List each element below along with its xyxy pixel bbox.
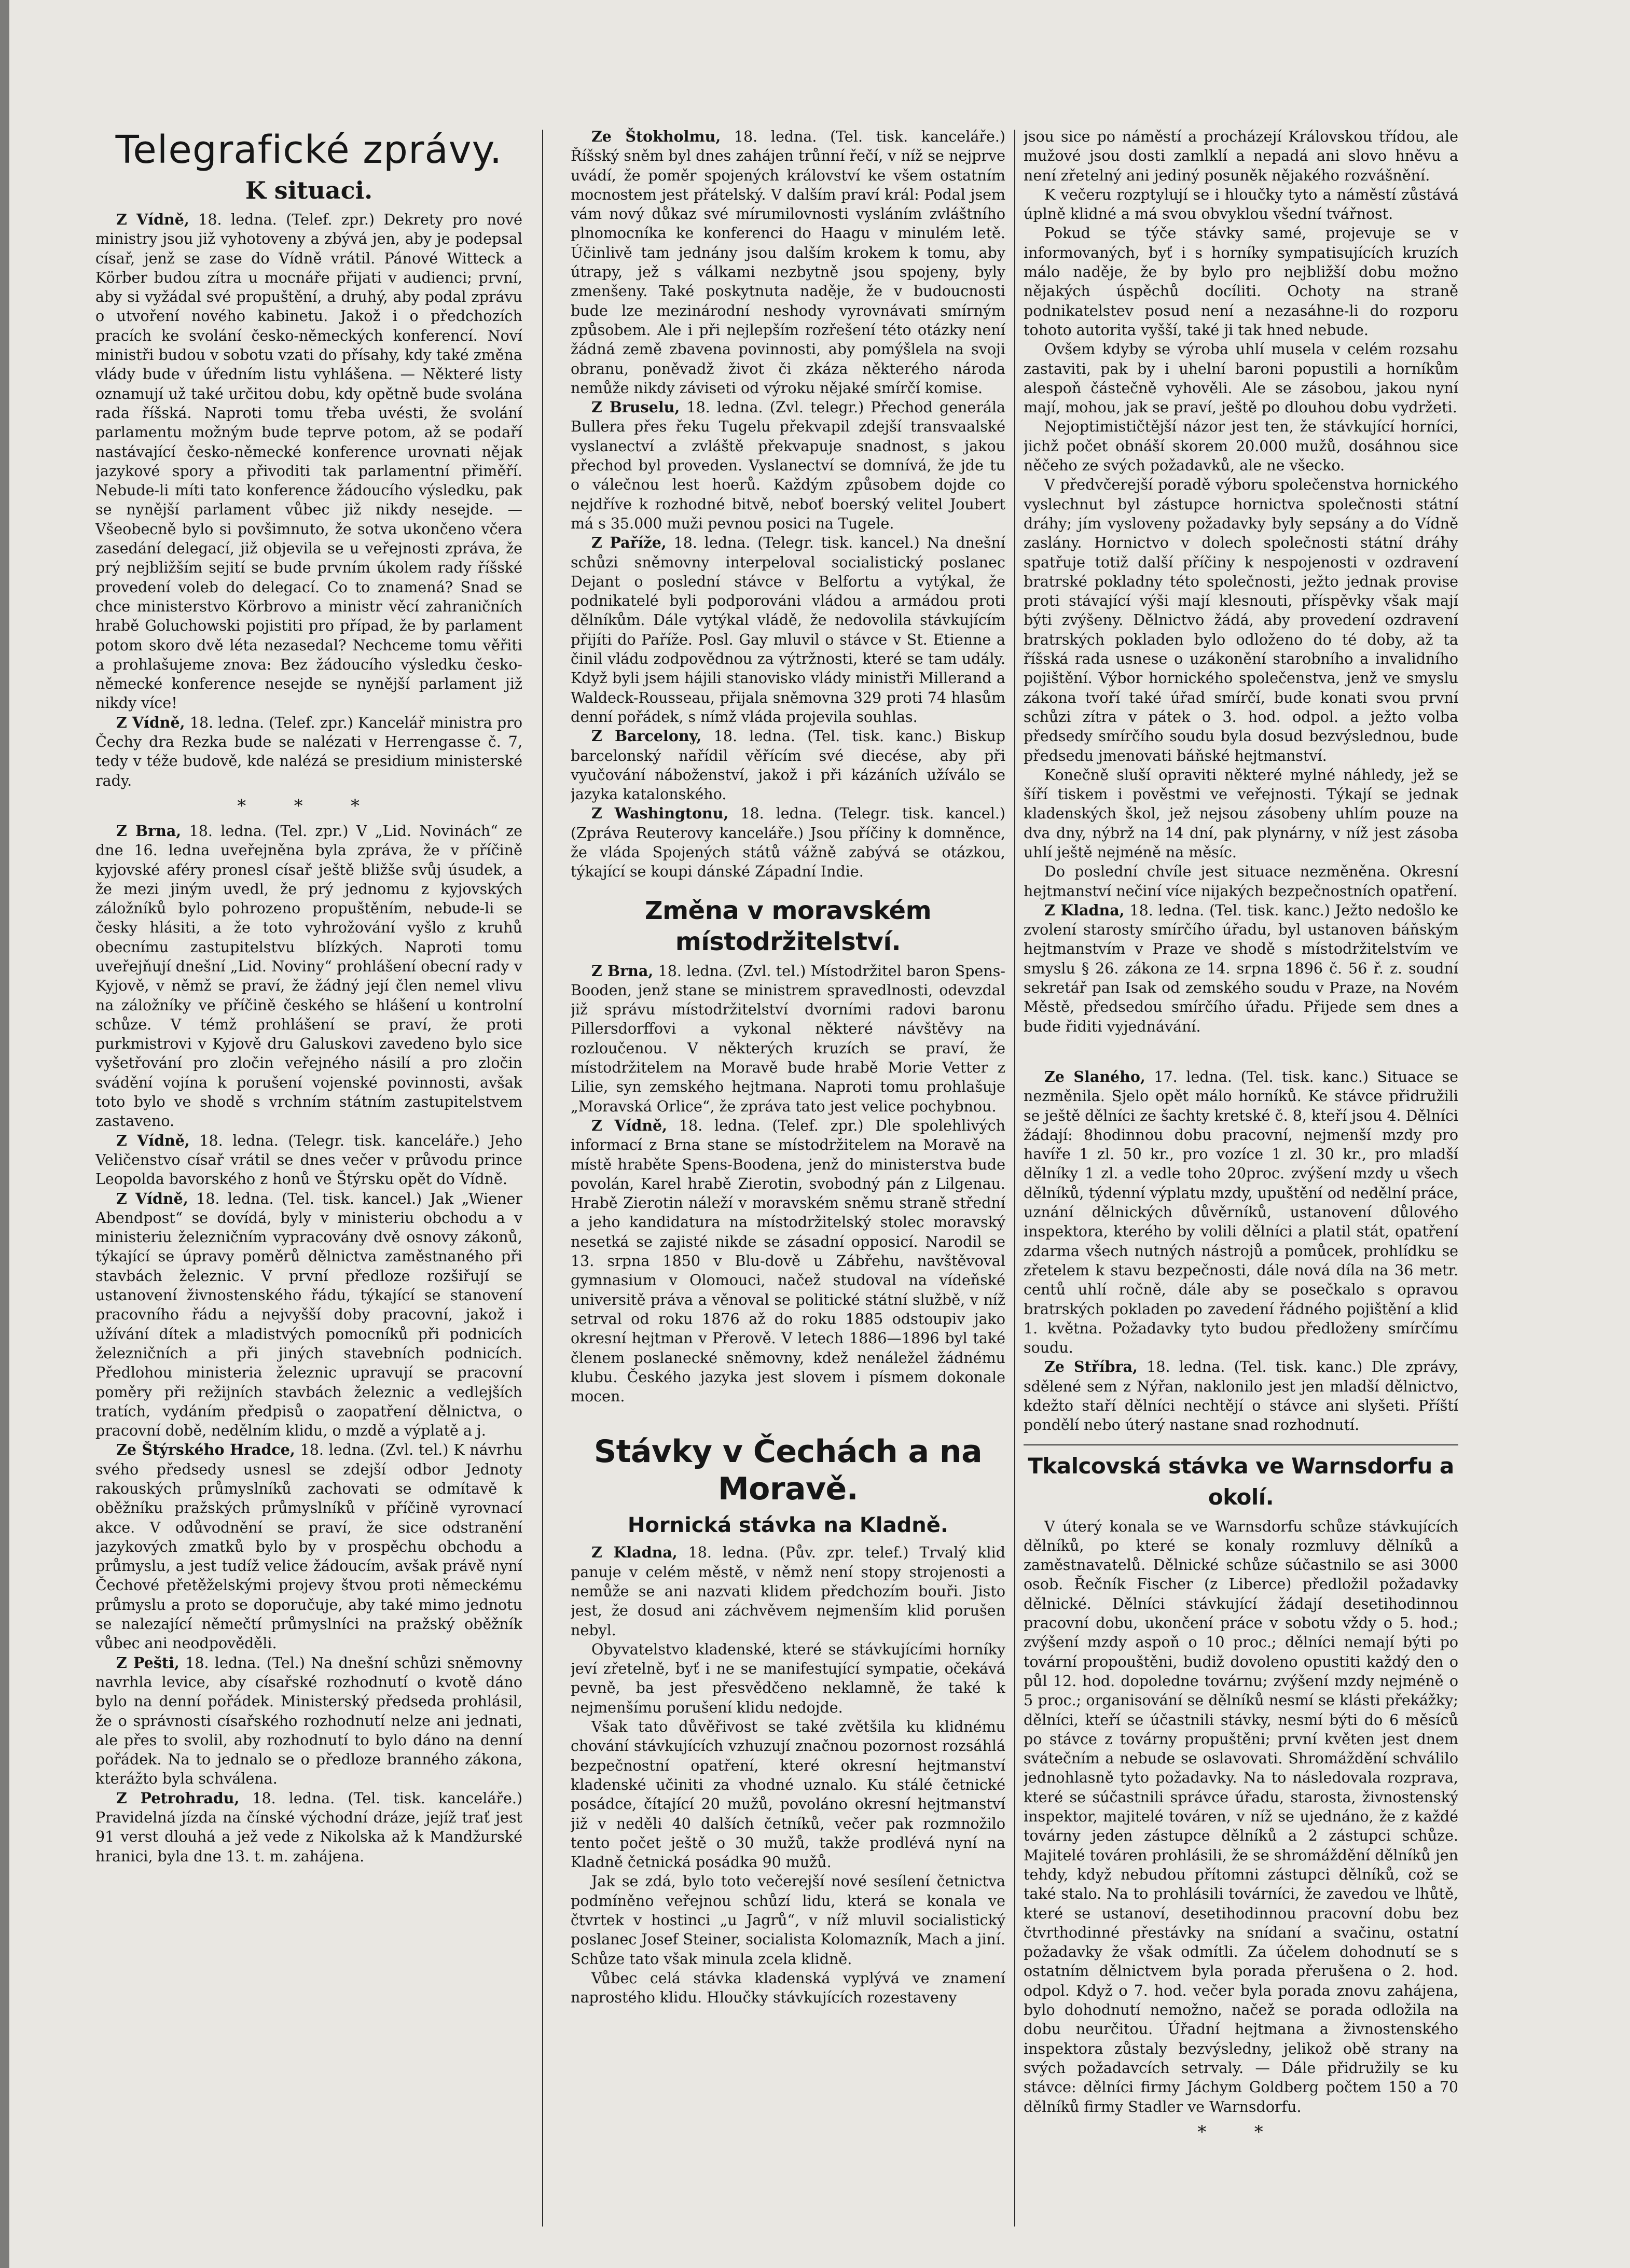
article-paragraph: jsou sice po náměstí a procházejí Královskou třídou, ale mužové jsou dosti zamlklí a nepadá ani slovo hněvu a není zřetelný ani jediný posuněk nějakého rozvášnění. [1024,128,1458,184]
column-rule [542,130,543,2227]
article-paragraph: Konečně sluší opraviti některé mylné náhledy, jež se šíří tiskem i pověstmi ve veřejnosti. Týkají se jednak kladenských škol, jež nejsou zásobeny uhlím pouze na dva dny, nýbrž na 14 dní, pak plynárny, v níž jest zásoba uhlí ještě nejméně na měsíc. [1024,766,1458,861]
article-paragraph: Nejoptimističtější názor jest ten, že stávkující horníci, jichž počet obnáší skorem 20.000 mužů, dosáhnou sice něčeho ze svých požadavků, ale ne všecko. [1024,418,1458,475]
dateline: Ze Slaného, [1044,1067,1145,1086]
column-rule [1014,130,1015,2227]
subheading-kladno: Hornická stávka na Kladně. [627,1513,949,1538]
article-paragraph [95,1189,522,1441]
column-2 [571,127,1005,2232]
article-paragraph [571,398,1005,533]
article-paragraph: Však tato důvěřivost se také zvětšila ku klidnému chování stávkujících vzhuzují značnou pozornost rozsáhlá bezpečnostní opatření, které okresní hejtmanství kladenské učiniti za vhodné uznalo. Ku stálé četnické posádce, čítající 20 mužů, povoláno okresní hejtmanství již v neděli 40 dalších četníků, večer pak rozmnožilo tento počet ještě o 30 mužů, takže prodlévá nyní na Kladně četnická posádka 90 mužů. [571,1718,1005,1871]
article-text: 18. ledna. (Zvl. telegr.) Přechod generála Bullera přes řeku Tugelu překvapil zdejší transvaalské vyslanectví a zvláště překvapuje snadnost, s jakou přechod byl proveden. Vyslanectví se domnívá, že jde tu o válečnou lest hoerů. Každým způsobem dojde co nejdříve k rozhodné bitvě, neboť boerský velitel Joubert má s 35.000 muži pevnou posici na Tugele. [571,399,1005,532]
article-paragraph: Ovšem kdyby se výroba uhlí musela v celém rozsahu zastaviti, pak by i uhelní baroni popustili a horníkům alespoň částečně vyhověli. Ale se zásobou, jakou nyní mají, mohou, jak se praví, ještě po dlouhou dobu vydržeti. [1024,341,1458,416]
article-text: 17. ledna. (Tel. tisk. kanc.) Situace se nezměnila. Sjelo opět málo horníků. Ke stávce přidružili se ještě dělníci ze šachty kretské č. 8, kteří jsou 4. Dělníci žádají: 8hodinnou dobu pracovní, nejmenší mzdy pro havíře 1 zl. 50 kr., pro vozíce 1 zl. 30 kr., pro mladší dělníky 1 zl. a vedle toho 20proc. zvýšení mzdy u všech dělníků, týdenní výplatu mzdy, upuštění od nedělní práce, uznání dělnických důvěrníků, ustanovení důlového inspektora, kterého by volili dělníci a platil stát, opatření zdarma všech nutných nástrojů a pomůcek, prohlídku se zřetelem k stavu bezpečnosti, dále nová díla na 36 metr. centů uhlí ročně, dále aby se posečkalo s opravou bratrských pokladen po zavedení řádného pojištění a klid 1. května. Požadavky tyto budou předloženy smírčímu soudu. [1024,1068,1458,1357]
article-paragraph [95,1789,522,1866]
article-text: 18. ledna. (Tel. tisk. kanceláře.) Říšský sněm byl dnes zahájen trůnní řečí, v níž se nejprve uvádí, že poměr spojených království ke všem ostatním mocnostem jest přátelský. V dalším praví král: Podal jsem vám nový důkaz své mírumilovnosti vysláním zvláštního plnomocníka ke konferenci do Haagu v minulém letě. Účinlivě tam jednány jsou dalším krokem k tomu, aby útrapy, jež s válkami nezbytně jsou spojeny, byly zmenšeny. Také poskytnuta naděje, že v budoucnosti bude lze mezinárodní neshody vyrovnávati smírným způsobem. Ale i při nejlepším rozřešení této otázky není žádná země zbavena povinnosti, aby pomýšlela na svoji obranu, poněvadž život či zkáza některého národa nemůže nikdy záviseti od výroku nějaké smírčí komise. [571,128,1005,397]
dateline: Ze Stříbra, [1044,1358,1138,1376]
dateline: Z Paříže, [591,534,667,552]
article-text: 18. ledna. (Telef. zpr.) Dle spolehlivých informací z Brna stane se místodržitelem na Moravě na místě hraběte Spens-Boodena, jenž do ministerstva bude povolán, Karel hrabě Zierotin, svobodný pán z Lilgenau. Hrabě Zierotin náleží v moravském sněmu straně střední a jeho kandidatura na místodržitelský stolec moravský nesetká se zajisté nikde se zásadní opposicí. Narodil se 13. srpna 1850 v Blu-dově u Zábřehu, navštěvoval gymnasium v Olomouci, načež studoval na vídeňské universitě práva a věnoval se politické státní službě, v níž setrval od roku 1876 až do roku 1885 odstoupiv jako okresní hejtman v Přerově. V letech 1886—1896 byl také členem poslanecké sněmovny, kdež nenáležel žádnému klubu. Českého jazyka jest slovem i písmem dokonale mocen. [571,1117,1005,1406]
article-text: 18. ledna. (Tel. tisk. kanc.) Dle zprávy, sdělené sem z Nýřan, naklonilo jest jen mladší dělnictvo, kdežto staří dělníci nechtějí o stávce ani slyšeti. Příští pondělí nebo úterý nastane snad rozhodnutí. [1024,1358,1458,1434]
article-paragraph: V úterý konala se ve Warnsdorfu schůze stávkujících dělníků, po které se konaly rozmluvy dělníků a zaměstnavatelů. Dělnické schůze súčastnilo se asi 3000 osob. Řečník Fischer (z Liberce) předložil požadavky dělnické. Dělníci stávkující žádají desetihodinnou pracovní dobu, ukončení práce v sobotu vždy o 5. hod.; zvýšení mzdy aspoň o 10 proc.; dělníci nemají býti po tovární propouštěni, budiž dovoleno opustiti každý den o půl 12. hod. dopoledne továrnu; zvýšení mzdy nejméně o 5 proc.; organisování se dělníků nesmí se klásti překážky; dělníci, kteří se účastnili stávky, nesmí býti do 6 měsíců po stávce z továrny propuštěni; první květen jest dnem svátečním a nebude se oslavovati. Shromáždění schválilo jednohlasně tyto požadavky. Na to následovala rozprava, které se súčastnili správce úřadu, starosta, živnostenský inspektor, majitelé továren, v níž se ujednáno, že z každé továrny jeden zástupce dělníků a 2 zástupci schůze. Majitelé továren prohlásili, že se shromáždění dělníků jen tehdy, když nebudou přítomni zástupci dělníků, což se také stalo. Na to prohlásili továrníci, že zavedou ve lhůtě, které se ustanoví, desetihodinnou pracovní dobu bez čtvrthodinné přestávky na snídaní a svačinu, ostatní požadavky že však odmítli. Za účelem dohodnutí se s ostatním dělnictvem byla porada přerušena o 2. hod. odpol. Když o 7. hod. večer byla porada znovu zahájena, bylo dohodnutí nemožno, načež se porada odložila na dobu neurčitou. Úřadní hejtmana a živnostenského inspektora zůstaly bezvýsledny, jelikož obě strany na svých požadavcích setrvaly. — Dále přidružily se ku stávce: dělníci firmy Jáchym Goldberg počtem 150 a 70 dělníků firmy Stadler ve Warnsdorfu. [1024,1518,1458,2116]
dateline: Z Vídně, [116,713,185,731]
article-text: 18. ledna. (Tel.) Na dnešní schůzi sněmovny navrhla levice, aby císařské rozhodnutí o kvotě dáno bylo na denní pořádek. Ministerský předseda prohlásil, že o správnosti císařského rozhodnutí nelze ani jednati, ale přes to svolil, aby rozhodnutí to bylo dáno na denní pořádek. Na to jednalo se o předloze branného zákona, kterážto byla schválena. [95,1654,522,1788]
article-paragraph: V předvčerejší poradě výboru společenstva hornického vyslechnut byl zástupce hornictva společnosti státní dráhy; jím vysloveny požadavky byly sepsány a do Vídně zaslány. Hornictvo v dolech společnosti státní dráhy spatřuje totiž další příčiny k nespojenosti v ozdravení bratrské pokladny této společnosti, ježto jednak provise proti stávající výši mají klesnouti, příspěvky však mají býti zvýšeny. Dělnictvo žádá, aby provedení ozdravení bratrských pokladen bylo odloženo do té doby, až ta říšská rada usnese o uzákonění starobního a invalidního pojištění. Výbor hornického společenstva, jenž ve smyslu zákona tvoří také úřad smírčí, bude konati svou první schůzi zítra v pátek o 3. hod. odpol. a ježto volba předsedy smírčího soudu byla dosud bezvýslednou, bude předsedu jmenovati báňské hejtmanství. [1024,476,1458,764]
article-text: 18. ledna. (Zvl. tel.) K návrhu svého předsedy usnesl se zdejší odbor Jednoty rakouských průmyslníků zachovati se odmítavě k oběžníku pražských průmyslníků v příčině vyrovnací akce. V odůvodnění se praví, že sice odstranění jazykových zmatků bylo by v prospěchu obchodu a průmyslu, a jest tudíž velice žádoucím, avšak právě nyní Čechové přetěželskými projevy štvou proti německému průmyslu a proto se doporučuje, aby také mimo jednotu se nalezající němečtí průmyslníci na pražský oběžník vůbec ani neodpověděli. [95,1441,522,1652]
article-paragraph [1024,1357,1458,1435]
article-paragraph [95,822,522,1131]
column-1 [95,127,522,2232]
section-divider [1024,1444,1458,1445]
dateline: Z Petrohradu, [116,1789,240,1807]
article-paragraph: Obyvatelstvo kladenské, které se stávkujícími horníky jeví zřetelně, byť i ne se manifestující sympatie, očekává pevně, ba jest přesvědčeno neklamně, že také k nejmenšímu porušení klidu nedojde. [571,1640,1005,1716]
dateline: Ze Štýrského Hradce, [116,1441,295,1459]
article-paragraph [95,713,522,790]
article-paragraph [1024,1067,1458,1357]
article-paragraph [571,804,1005,881]
article-paragraph: Jak se zdá, bylo toto večerejší nové sesílení četnictva podmíněno veřejnou schůzí lidu, která se konala ve čtvrtek v hostinci „u Jagrů“, v níž mluvil socialistický poslanec Josef Steiner, socialista Kolomazník, Mach a jiní. Schůze tato však minula zcela klidně. [571,1873,1005,1968]
article-paragraph [571,1543,1005,1639]
column-3 [1024,127,1458,2232]
spacer [1024,1036,1458,1067]
section-heading-warnsdorf: Tkalcovská stávka ve Warnsdorfu a okolí. [1028,1453,1454,1510]
article-paragraph [571,962,1005,1116]
article-text: 18. ledna. (Telegr. tisk. kancel.) (Zpráva Reuterovy kanceláře.) Jsou příčiny k domněnce, že vláda Spojených států vážně zabývá se otázkou, týkající se koupi dánské Západní Indie. [571,805,1005,881]
article-text: 18. ledna. (Pův. zpr. telef.) Trvalý klid panuje v celém městě, v němž není stopy strojenosti a nemůže se ani nazvati klidem předchozím bouři. Jisto jest, že dosud ani záchvěvem nejmenším klid porušen nebyl. [571,1544,1005,1639]
article-text: 18. ledna. (Zvl. tel.) Místodržitel baron Spens-Booden, jenž stane se ministrem spravedlnosti, odevzdal již správu místodržitelství dvorními radovi baronu Pillersdorffovi a vykonal některé návštěvy na rozloučenou. V některých kruzích se praví, že místodržitelem na Moravě bude hrabě Morie Vetter z Lilie, syn zemského hejtmana. Naproti tomu prohlašuje „Moravská Orlice“, že zpráva tato jest velice pochybnou. [571,962,1005,1115]
article-text: 18. ledna. (Tel. zpr.) V „Lid. Novinách“ ze dne 16. ledna uveřejněna byla zpráva, že v příčině kyjovské aféry pronesl císař ještě bližše svůj úsudek, a že mezi jiným uvedl, že prý jednomu z kyjovských záložníků bylo pohrozeno propuštěním, nebude-li se česky hlásiti, a že toto vyhrožování vyšlo z kruhů obecnímu zastupitelstvu blízkých. Naproti tomu uveřejňují dnešní „Lid. Noviny“ prohlášení obecní rady v Kyjově, v němž se praví, že žádný její člen nemel vlivu na záložníky ve příčině českého se hlášení u kontrolní schůze. V témž prohlášení se praví, že proti purkmistrovi v Kyjově dru Galuskovi zavedeno bylo sice vyšetřování pro zločin veřejného násilí a pro zločin svádění vojína k porušení vojenské povinnosti, avšak toto bylo ve shodě s vrchním státním zastupitelstvem zastaveno. [95,822,522,1130]
page-title: Telegrafické zprávy. [115,128,503,172]
article-paragraph: Pokud se týče stávky samé, projevuje se v informovaných, byť i s horníky sympatisujících kruzích málo naděje, že by bylo pro nejbližší dobu možno nějakých úspěchů docíliti. Ochoty na straně podnikatelstev posud není a nezasáhne-li do rozporu tohoto autorita vyšší, také ji tak hned nebude. [1024,225,1458,339]
section-heading-moravia: Změna v moravském místodržitelství. [644,896,932,956]
article-paragraph: Do poslední chvíle jest situace nezměněna. Okresní hejtmanství nečiní více nijakých bezpečnostních opatření. [1024,863,1458,900]
newspaper-page [9,0,1630,2268]
article-text: 18. ledna. (Telegr. tisk. kancel.) Na dnešní schůzi sněmovny interpeloval socialistický poslanec Dejant o poslední stávce v Belfortu a vytýkal, že podnikatelé byli podporováni vládou a armádou proti dělníkům. Dále vytýkal vládě, že nedovolila stávkujícím přijíti do Paříže. Posl. Gay mluvil o stávce v St. Etienne a činil vládu zodpovědnou za výtržnosti, které se tam udály. Když byli jsem hájili stanovisko vlády ministři Millerand a Waldeck-Rousseau, přijala sněmovna 329 proti 74 hlasům denní pořádek, s nímž vláda projevila souhlas. [571,534,1005,726]
article-paragraph [95,1131,522,1189]
dateline: Z Kladna, [591,1543,678,1562]
dateline: Z Vídně, [591,1116,668,1134]
section-divider-stars: * * * [237,795,381,816]
dateline: Z Brna, [591,962,654,980]
article-paragraph: Vůbec celá stávka kladenská vyplývá ve znamení naprostého klidu. Hloučky stávkujících rozestaveny [571,1969,1005,2007]
article-paragraph: K večeru rozptylují se i hloučky tyto a náměstí zůstává úplně klidné a má svou obvyklou všední tvářnost. [1024,186,1458,223]
article-paragraph [571,1116,1005,1406]
article-text: 18. ledna. (Telegr. tisk. kanceláře.) Jeho Veličenstvo císař vrátil se dnes večer v průvodu prince Leopolda bavorského z honů ve Štýrsku opět do Vídně. [95,1132,522,1188]
dateline: Z Pešti, [116,1653,179,1672]
article-text: 18. ledna. (Tel. tisk. kanc.) Biskup barcelonský nařídil věřícím své diecése, aby při vyučování náboženství, jakož i při kázáních užíválo se jazyka katalonského. [571,728,1005,803]
article-text: 18. ledna. (Tel. tisk. kancel.) Jak „Wiener Abendpost“ se dovídá, byly v ministeriu obchodu a v ministeriu železničním vypracovány dvě osnovy zákonů, týkající se úpravy poměrů dělnictva zaměstnaného při stavbách železnic. V první předloze rozšiřují se ustanovení živnostenského řádu, týkající se stanovení pracovního řádu a nejvyšší doby pracovní, jakož i užívání dítek a mladistvých pomocníků při podnicích železničních a při jiných stavebních podnicích. Předlohou ministeria železnic upravují se pracovní poměry při režijních stavbách železnic a vedlejších tratích, vydáním předpisů o zaopatření dělnictva, o pracovní době, nedělním klidu, o mzdě a výplatě a j. [95,1190,522,1440]
article-paragraph [571,727,1005,804]
dateline: Z Bruselu, [591,398,680,416]
article-paragraph [95,210,522,713]
dateline: Z Brna, [116,822,182,840]
section-divider-stars: * * [1197,2121,1284,2142]
article-text: 18. ledna. (Telef. zpr.) Kancelář ministra pro Čechy dra Rezka bude se nalézati v Herrengasse č. 7, tedy v téže budově, kde nalézá se presidium ministerské rady. [95,714,522,789]
article-paragraph [1024,901,1458,1036]
dateline: Z Kladna, [1044,901,1125,919]
section-heading-strikes: Stávky v Čechách a na Moravě. [593,1434,983,1508]
dateline: Z Vídně, [116,211,189,228]
article-text: 18. ledna. (Tel. tisk. kanceláře.) Pravidelná jízda na čínské východní dráze, jejíž trať jest 91 verst dlouhá a jež vede z Nikolska až k Mandžurské hranici, byla dne 13. t. m. zahájena. [95,1789,522,1865]
dateline: Ze Štokholmu, [591,128,721,145]
dateline: Z Barcelony, [591,727,702,745]
article-text: 18. ledna. (Tel. tisk. kanc.) Ježto nedošlo ke zvolení starosty smírčího úřadu, byl ustanoven báňským hejtmanstvím v Praze ve shodě s místodržitelstvím ve smyslu § 26. zákona ze 14. srpna 1896 č. 56 ř. z. soudní sekretář pan Isak od zemského soudu v Praze, na Novém Městě, předsedou smírčího úřadu. Přijede sem dnes a bude řiditi vyjednávání. [1024,901,1458,1035]
dateline: Z Vídně, [116,1131,190,1149]
section-heading-situation: K situaci. [245,176,373,204]
article-paragraph [95,1440,522,1653]
article-paragraph [571,533,1005,727]
dateline: Z Washingtonu, [591,804,729,823]
article-paragraph [95,1653,522,1789]
article-paragraph [571,127,1005,398]
dateline: Z Vídně, [116,1189,188,1207]
article-text: 18. ledna. (Telef. zpr.) Dekrety pro nové ministry jsou již vyhotoveny a zbývá jen, aby je podepsal císař, jenž se zase do Vídně vrátil. Pánové Witteck a Körber budou zítra u mocnáře přijati v audienci; první, aby si vyžádal své propuštění, a druhý, aby podal zprávu o utvoření nového kabinetu. Jakož i o předchozích pracích ke svolání česko-německých konferencí. Noví ministři budou v sobotu vzati do přísahy, kdy také změna vlády bude v úředním listu vyhlášena. — Některé listy oznamují už také určitou dobu, kdy opětně bude svolána rada říšská. Naproti tomu třeba uvésti, že svolání parlamentu možným bude teprve potom, až se podaří nastávající česko-německé konference urovnati nějak jazykové spory a přivoditi tak parlamentní přiměří. Nebude-li míti tato konference žádoucího výsledku, pak se nynější parlament vůbec již nikdy nesejde. — Všeobecně bylo si povšimnuto, že sotva ukončeno včera zasedání delegací, již objevila se u veřejnosti zpráva, že prý nejbližším sejití se bude prvním úkolem rady říšské provedení voleb do delegací. Co to znamená? Snad se chce ministerstvo Körbrovo a ministr věcí zahraničních hrabě Goluchowski pojistiti pro případ, že by parlament potom skoro dvě léta nezasedal? Nechceme tomu věřiti a prohlašujeme znova: Bez žádoucího výsledku česko-německé konference nesejde se nynější parlament již nikdy více! [95,211,522,712]
